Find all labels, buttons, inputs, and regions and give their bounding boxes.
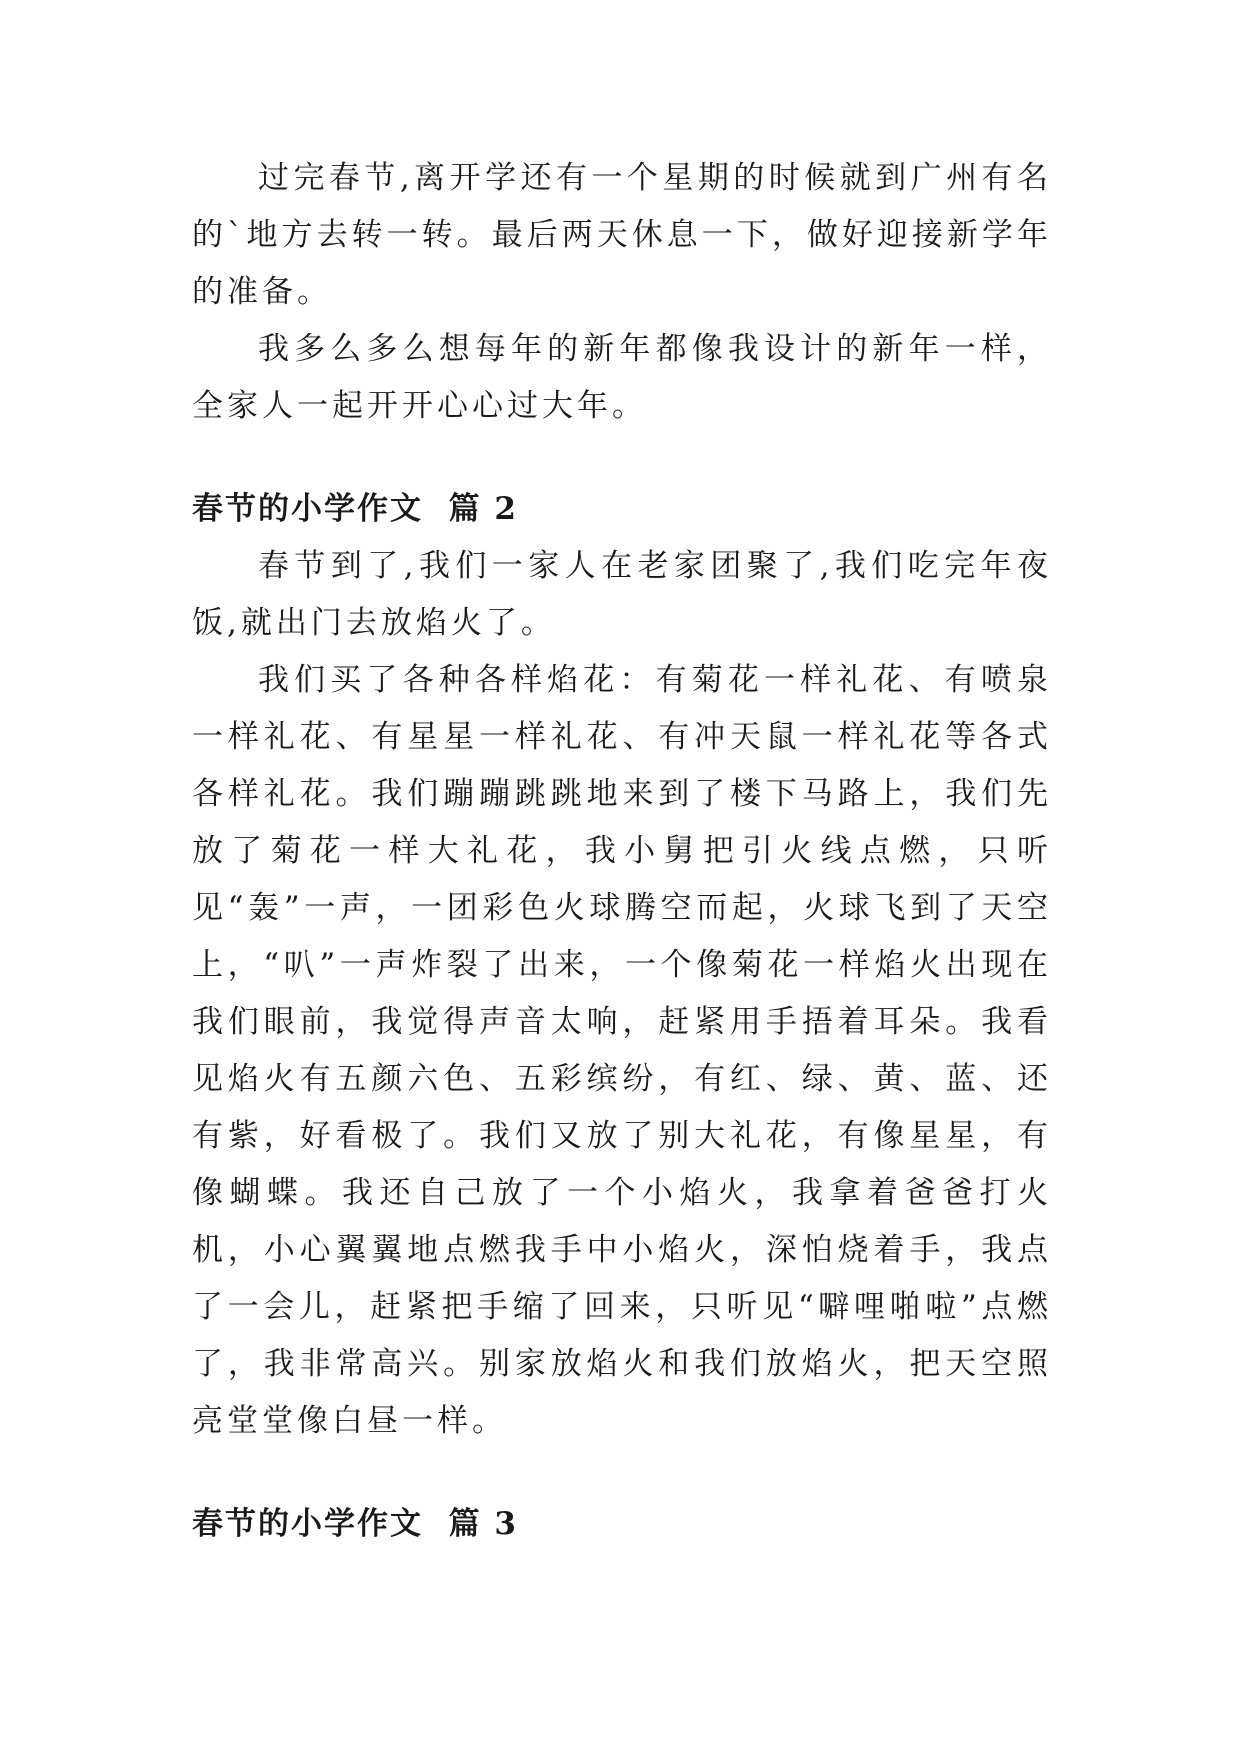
section-heading-3: 春节的小学作文 篇 3 <box>192 1506 518 1542</box>
section-heading-2: 春节的小学作文 篇 2 <box>192 491 518 527</box>
paragraph-family-reunion: 春节到了,我们一家人在老家团聚了,我们吃完年夜饭,就出门去放焰火了。 <box>192 548 1052 641</box>
paragraph-holiday-plan: 过完春节,离开学还有一个星期的时候就到广州有名的`地方去转一转。最后两天休息一下，做好迎接新学年的准备。 <box>192 160 1052 310</box>
paragraph-new-year-wish: 我多么多么想每年的新年都像我设计的新年一样，全家人一起开开心心过大年。 <box>192 331 1052 424</box>
document-body <box>192 150 1052 1553</box>
paragraph-fireworks: 我们买了各种各样焰花：有菊花一样礼花、有喷泉一样礼花、有星星一样礼花、有冲天鼠一样礼花等各式各样礼花。我们蹦蹦跳跳地来到了楼下马路上，我们先放了菊花一样大礼花，我小舅把引火线点燃，只听见“轰”一声，一团彩色火球腾空而起，火球飞到了天空上，“叭”一声炸裂了出来，一个像菊花一样焰火出现在我们眼前，我觉得声音太响，赶紧用手捂着耳朵。我看见焰火有五颜六色、五彩缤纷，有红、绿、黄、蓝、还有紫，好看极了。我们又放了别大礼花，有像星星，有像蝴蝶。我还自己放了一个小焰火，我拿着爸爸打火机，小心翼翼地点燃我手中小焰火，深怕烧着手，我点了一会儿，赶紧把手缩了回来，只听见“噼哩啪啦”点燃了，我非常高兴。别家放焰火和我们放焰火，把天空照亮堂堂像白昼一样。 <box>192 662 1052 1439</box>
